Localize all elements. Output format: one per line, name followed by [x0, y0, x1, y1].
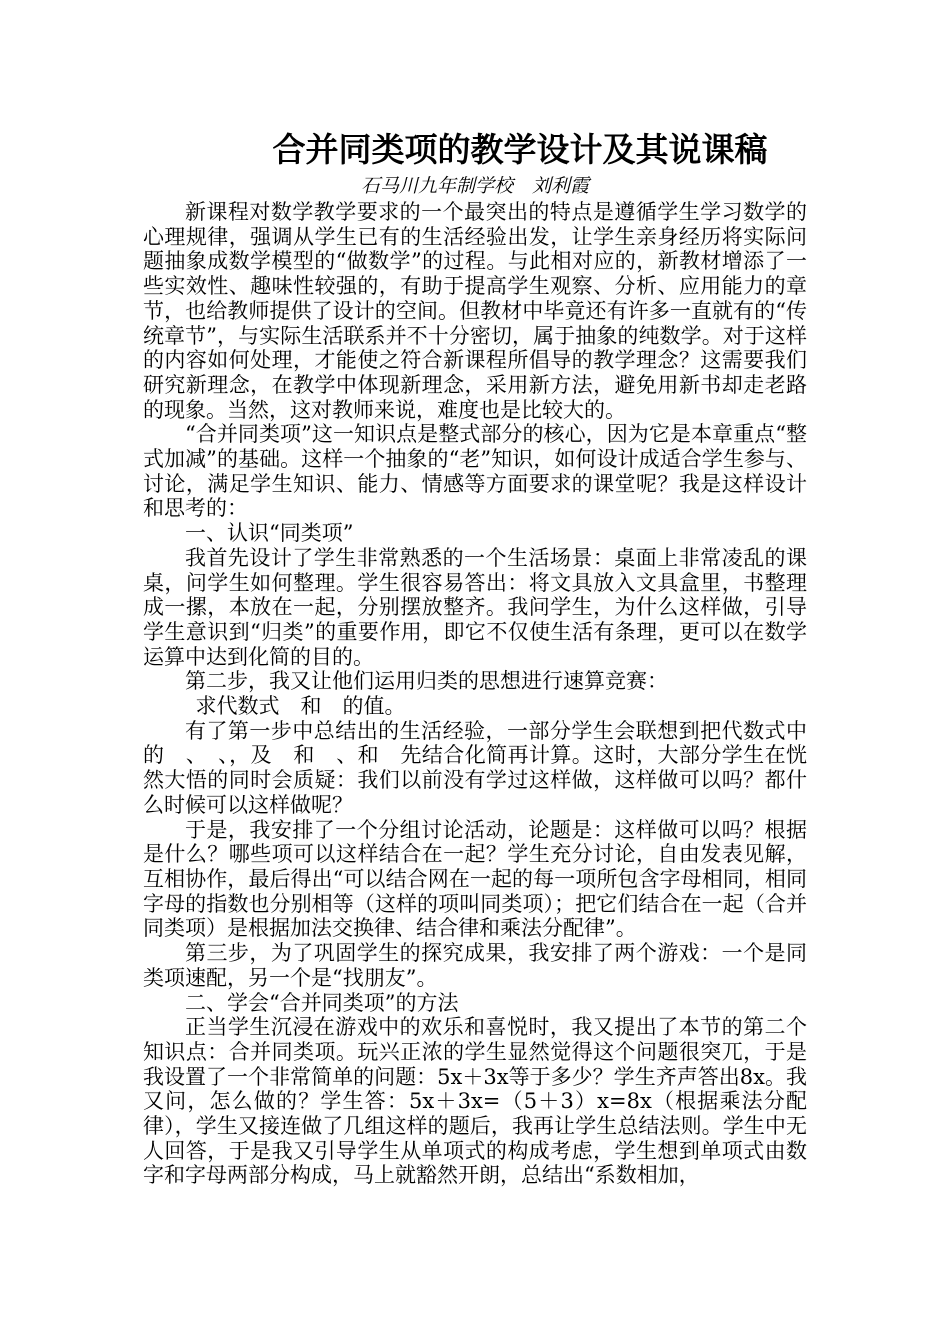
paragraph-method: 正当学生沉浸在游戏中的欢乐和喜悦时，我又提出了本节的第二个知识点：合并同类项。玩兴正浓的学生显然觉得这个问题很突兀，于是我设置了一个非常简单的问题：5x＋3x等于多少？学生齐声答出8x。我又问，怎么做的？学生答：5x＋3x=（5＋3）x=8x（根据乘法分配律），学生又接连做了几组这样的题后，我再让学生总结法则。学生中无人回答，于是我又引导学生从单项式的构成考虑，学生想到单项式由数字和字母两部分构成，马上就豁然开朗，总结出“系数相加， — [143, 1015, 807, 1188]
paragraph-step2: 第二步，我又让他们运用归类的思想进行速算竞赛： — [185, 669, 668, 694]
paragraph-discussion: 于是，我安排了一个分组讨论活动，论题是：这样做可以吗？根据是什么？哪些项可以这样结合在一起？学生充分讨论，自由发表见解，互相协作，最后得出“可以结合网在一起的每一项所包含字母相同，相同字母的指数也分别相等（这样的项叫同类项）；把它们结合在一起（合并同类项）是根据加法交换律、结合律和乘法分配律”。 — [143, 817, 807, 941]
section-heading-2: 二、学会“合并同类项”的方法 — [185, 990, 459, 1015]
author-line: 石马川九年制学校 刘利霞 — [360, 175, 589, 197]
paragraph-experience: 有了第一步中总结出的生活经验，一部分学生会联想到把代数式中的 、 、，及 和 、和 先结合化简再计算。这时，大部分学生在恍然大悟的同时会质疑：我们以前没有学过这样做，这样做可以吗？都什么时候可以这样做呢？ — [143, 718, 807, 817]
section-heading-1: 一、认识“同类项” — [185, 521, 354, 546]
paragraph-intro: 新课程对数学教学要求的一个最突出的特点是遵循学生学习数学的心理规律，强调从学生已有的生活经验出发，让学生亲身经历将实际问题抽象成数学模型的“做数学”的过程。与此相对应的，新教材增添了一些实效性、趣味性较强的，有助于提高学生观察、分析、应用能力的章节，也给教师提供了设计的空间。但教材中毕竟还有许多一直就有的“传统章节”，与实际生活联系并不十分密切，属于抽象的纯数学。对于这样的内容如何处理，才能使之符合新课程所倡导的教学理念？这需要我们研究新理念，在教学中体现新理念，采用新方法，避免用新书却走老路的现象。当然，这对教师来说，难度也是比较大的。 — [143, 200, 807, 422]
document-title: 合并同类项的教学设计及其说课稿 — [272, 130, 768, 169]
paragraph-step3: 第三步，为了巩固学生的探究成果，我安排了两个游戏：一个是同类项速配，另一个是“找朋友”。 — [143, 941, 807, 990]
paragraph-scene: 我首先设计了学生非常熟悉的一个生活场景：桌面上非常凌乱的课桌，问学生如何整理。学生很容易答出：将文具放入文具盒里，书整理成一摞，本放在一起，分别摆放整齐。我问学生，为什么这样做，引导学生意识到“归类”的重要作用，即它不仅使生活有条理，更可以在数学运算中达到化简的目的。 — [143, 545, 807, 669]
document-body — [143, 200, 807, 1188]
paragraph-formula: 求代数式 和 的值。 — [195, 694, 406, 719]
paragraph-core: “合并同类项”这一知识点是整式部分的核心，因为它是本章重点“整式加减”的基础。这样一个抽象的“老”知识，如何设计成适合学生参与、讨论，满足学生知识、能力、情感等方面要求的课堂呢？我是这样设计和思考的： — [143, 422, 807, 521]
